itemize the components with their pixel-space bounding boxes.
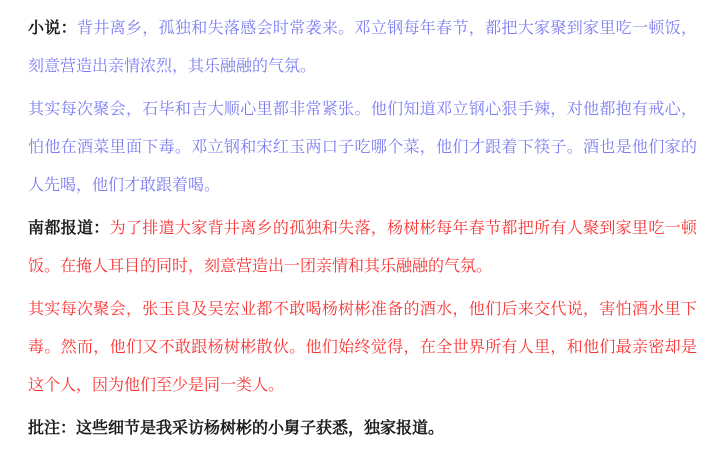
- novel-paragraph-2: [28, 91, 697, 205]
- annotation-paragraph: [28, 410, 697, 448]
- annotation-label: 批注：: [28, 420, 77, 437]
- novel-paragraph-2-text: 其实每次聚会，石毕和吉大顺心里都非常紧张。他们知道邓立钢心狠手辣，对他都抱有戒心，怕他在酒菜里面下毒。邓立钢和宋红玉两口子吃哪个菜，他们才跟着下筷子。酒也是他们家的人先喝，他们才敢跟着喝。: [28, 101, 697, 194]
- report-label: 南都报道：: [28, 220, 110, 237]
- report-paragraph-2: [28, 291, 697, 405]
- report-paragraph-2-text: 其实每次聚会，张玉良及吴宏业都不敢喝杨树彬准备的酒水，他们后来交代说，害怕酒水里下毒。然而，他们又不敢跟杨树彬散伙。他们始终觉得，在全世界所有人里，和他们最亲密却是这个人，因为他们至少是同一类人。: [28, 301, 697, 394]
- report-paragraph-1-text: 为了排遣大家背井离乡的孤独和失落，杨树彬每年春节都把所有人聚到家里吃一顿饭。在掩人耳目的同时，刻意营造出一团亲情和其乐融融的气氛。: [28, 220, 697, 275]
- novel-paragraph-1-text: 背井离乡，孤独和失落感会时常袭来。邓立钢每年春节，都把大家聚到家里吃一顿饭，刻意营造出亲情浓烈，其乐融融的气氛。: [28, 20, 697, 75]
- annotation-paragraph-text: 这些细节是我采访杨树彬的小舅子获悉，独家报道。: [76, 420, 445, 437]
- report-paragraph-1: [28, 210, 697, 286]
- novel-label: 小说：: [28, 20, 77, 37]
- novel-paragraph-1: [28, 10, 697, 86]
